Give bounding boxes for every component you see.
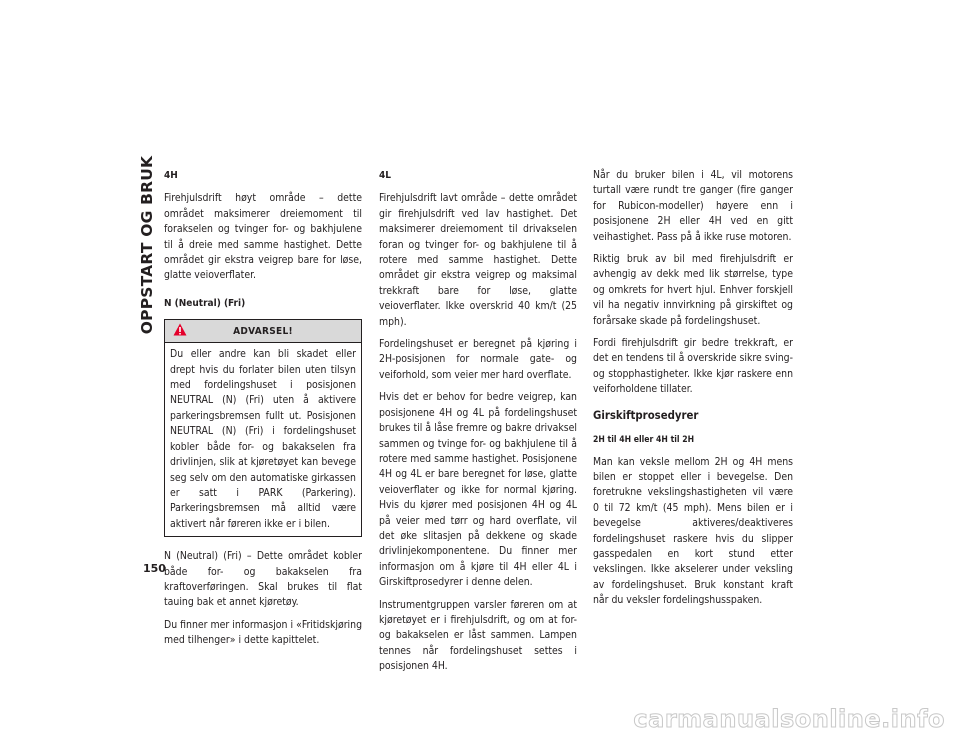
page-number: 150 <box>143 562 166 575</box>
column-1 <box>164 168 362 656</box>
section-tab-label: OPPSTART OG BRUK <box>138 155 157 335</box>
paragraph-instrument-cluster: Instrumentgruppen varsler føreren om at kjøretøyet er i firehjulsdrift, og om at for- og bakakselen er låst sammen. Lampen tennes når fordelingshuset settes i posisjonen 4H. <box>379 598 577 673</box>
paragraph-info: Du finner mer informasjon i «Fritidskjøring med tilhenger» i dette kapittelet. <box>164 618 362 647</box>
paragraph-speed-warning: Fordi firehjulsdrift gir bedre trekkraft, er det en tendens til å overskride sikre sving- og stopphastigheter. Ikke kjør raskere enn veiforholdene tillater. <box>593 337 793 396</box>
paragraph-4l: Firehjulsdrift lavt område – dette området gir firehjulsdrift ved lav hastighet. Det maksimerer dreiemoment til drivakselen foran og tvinger for- og bakhjulene til å rotere med samme hastighet. Dette området gir ekstra veigrep og maksimal trekkraft bare for løse, glatte veioverflater. Ikke overskrid 40 km/t (25 mph). <box>379 192 577 328</box>
column-3 <box>593 168 793 616</box>
paragraph-neutral: N (Neutral) (Fri) – Dette området kobler både for- og bakakselen fra kraftoverføringen. Skal brukes til flat tauing bak et annet kjøretøy. <box>164 550 362 609</box>
watermark: carmanualsonline.info <box>633 705 945 733</box>
section-tab <box>133 155 161 335</box>
warning-box <box>164 319 362 537</box>
column-2 <box>379 168 577 682</box>
warning-title: ADVARSEL! <box>233 325 293 337</box>
paragraph-transfer-case: Fordelingshuset er beregnet på kjøring i 2H-posisjonen for normale gate- og veiforhold, som veier mer hard overflate. <box>379 338 577 381</box>
heading-4h: 4H <box>164 170 178 181</box>
warning-header <box>165 320 361 343</box>
paragraph-tires: Riktig bruk av bil med firehjulsdrift er avhengig av dekk med lik størrelse, type og omkrets for hvert hjul. Enhver forskjell vil ha negativ innvirkning på girskiftet og forårsake skade på fordelingshuset. <box>593 253 793 327</box>
paragraph-shifting: Man kan veksle mellom 2H og 4H mens bilen er stoppet eller i bevegelse. Den foretrukne vekslingshastigheten vil være 0 til 72 km/t (45 mph). Mens bilen er i bevegelse aktiveres/deaktiveres fordelingshuset raskere hvis du slipper gasspedalen en kort stund etter vekslingen. Ikke akselerer under veksling av fordelingshuset. Bruk konstant kraft når du veksler fordelingshusspaken. <box>593 455 793 607</box>
warning-triangle-icon <box>173 323 187 336</box>
warning-text: Du eller andre kan bli skadet eller drept hvis du forlater bilen uten tilsyn med fordelingshuset i posisjonen NEUTRAL (N) (Fri) uten å aktivere parkeringsbremsen fullt ut. Posisjonen NEUTRAL (N) (Fri) i fordelingshuset kobler både for- og bakakselen fra drivlinjen, slik at kjøretøyet kan bevege seg selv om den automatiske girkassen er satt i PARK (Parkering). Parkeringsbremsen må alltid være aktivert når føreren ikke er i bilen. <box>170 348 356 530</box>
heading-shift-procedures: Girskiftprosedyrer <box>593 408 699 422</box>
heading-2h-4h: 2H til 4H eller 4H til 2H <box>593 435 695 446</box>
paragraph-traction: Hvis det er behov for bedre veigrep, kan posisjonene 4H og 4L på fordelingshuset brukes til å låse fremre og bakre drivaksel sammen og tvinge for- og bakhjulene til å rotere med samme hastighet. Posisjonene 4H og 4L er bare beregnet for løse, glatte veioverflater og ikke for normal kjøring. Hvis du kjører med posisjonen 4H og 4L på veier med tørr og hard overflate, vil det øke slitasjen på dekkene og skade drivlinjekomponentene. Du finner mer informasjon om å kjøre til 4H eller 4L i Girskiftprosedyrer i denne delen. <box>379 391 577 589</box>
heading-neutral: N (Neutral) (Fri) <box>164 297 246 309</box>
heading-4l: 4L <box>379 170 391 181</box>
paragraph-4h: Firehjulsdrift høyt område – dette området maksimerer dreiemoment til forakselen og tvinger for- og bakhjulene til å dreie med samme hastighet. Dette området gir ekstra veigrep bare for løse, glatte veioverflater. <box>164 192 362 282</box>
paragraph-engine-speed: Når du bruker bilen i 4L, vil motorens turtall være rundt tre ganger (fire ganger for Rubicon-modeller) høyere enn i posisjonene 2H eller 4H ved en gitt veihastighet. Pass på å ikke ruse motoren. <box>593 169 793 243</box>
